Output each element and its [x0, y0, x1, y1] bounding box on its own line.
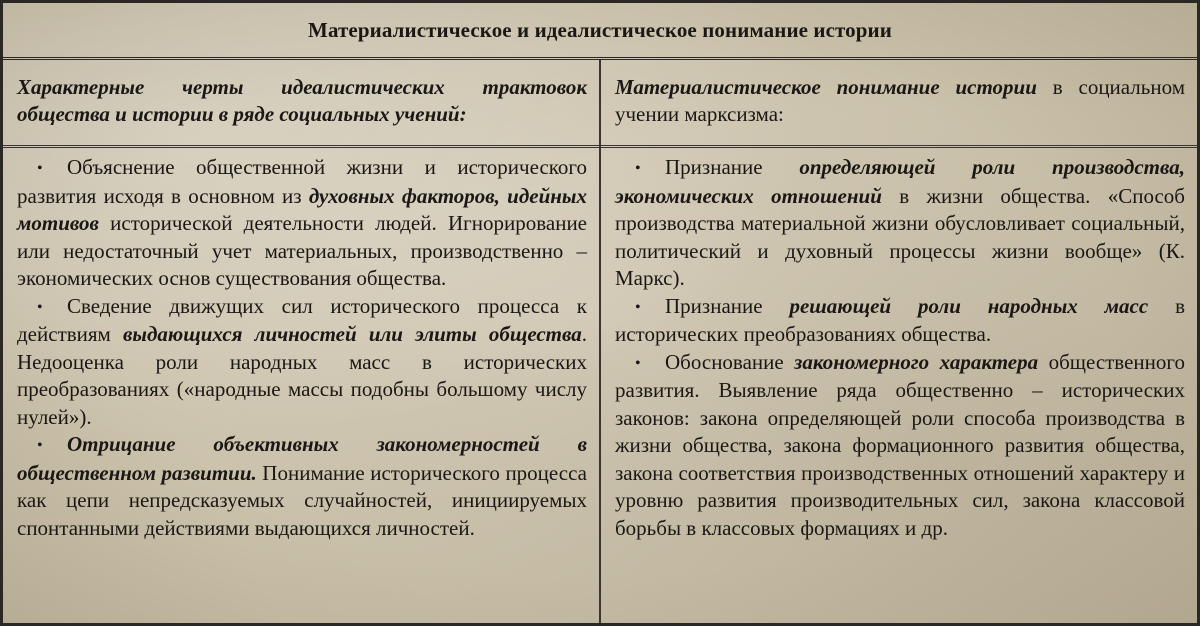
- page-title: Материалистическое и идеалистическое понимание истории: [308, 17, 892, 42]
- item-text: в жизни общества. «Способ производства материальной жизни обусловливает социальный, политический и духовный процессы жизни вообще» (К. Маркс).: [615, 183, 1185, 290]
- item-emphasis: Отрицание объективных закономерностей в общественном развитии.: [17, 432, 587, 485]
- idealistic-header: Характерные черты идеалистических трактовок общества и истории в ряде социальных учений:: [17, 75, 587, 126]
- materialistic-column: [601, 60, 1197, 623]
- materialistic-item-2: [615, 293, 1185, 349]
- item-emphasis: духовных факторов, идейных мотивов: [17, 183, 587, 235]
- item-text: Объяснение общественной жизни и исторического развития исходя в основном из: [17, 155, 587, 208]
- bullet-icon: •: [37, 160, 43, 177]
- bullet-icon: •: [635, 354, 641, 372]
- materialistic-header-cell: [601, 60, 1197, 148]
- item-text: в исторических преобразованиях общества.: [615, 293, 1185, 346]
- item-text: Понимание исторического процесса как цепи непредсказуемых случайностей, инициируемых спонтанными действиями выдающихся личностей.: [17, 460, 587, 540]
- item-text: Обоснование: [665, 349, 795, 374]
- materialistic-header-rest: в социальном учении марксизма:: [615, 75, 1185, 126]
- item-text: общественного развития. Выявление ряда общественно – исторических законов: закона определяющей роли способа производства в жизни общества, закона формационного развития общества, закона соответствия производственных отношений характеру и уровню развития производительных сил, закона классовой борьбы в классовых формациях и др.: [615, 349, 1185, 540]
- bullet-icon: •: [635, 298, 641, 316]
- item-text: . Недооценка роли народных масс в исторических преобразованиях («народные массы подобны большому числу нулей»).: [17, 322, 588, 429]
- item-emphasis: закономерного характера: [794, 349, 1039, 374]
- idealistic-item-1: [17, 154, 587, 293]
- bullet-icon: •: [37, 298, 43, 316]
- idealistic-header-cell: [3, 60, 599, 148]
- idealistic-body-cell: [3, 148, 599, 542]
- item-emphasis: выдающихся личностей или элиты общества: [123, 322, 582, 346]
- idealistic-item-3: [17, 431, 587, 542]
- materialistic-item-3: [615, 349, 1185, 543]
- title-bar: [3, 3, 1197, 60]
- idealistic-column: [3, 60, 601, 623]
- item-emphasis: решающей роли народных масс: [789, 293, 1149, 318]
- idealistic-item-2: [17, 293, 587, 432]
- bullet-icon: •: [635, 160, 641, 177]
- materialistic-item-1: [615, 154, 1185, 293]
- item-text: Признание: [665, 155, 800, 179]
- item-text: исторической деятельности людей. Игнорирование или недостаточный учет материальных, производственно – экономических основ существования общества.: [17, 211, 587, 290]
- item-emphasis: определяющей роли производства, экономических отношений: [615, 155, 1185, 208]
- materialistic-header-bold: Материалистическое понимание истории: [615, 75, 1037, 99]
- bullet-icon: •: [37, 437, 43, 454]
- item-text: Сведение движущих сил исторического процесса к действиям: [17, 293, 587, 346]
- item-text: Признание: [665, 293, 790, 318]
- materialistic-body-cell: [601, 148, 1197, 542]
